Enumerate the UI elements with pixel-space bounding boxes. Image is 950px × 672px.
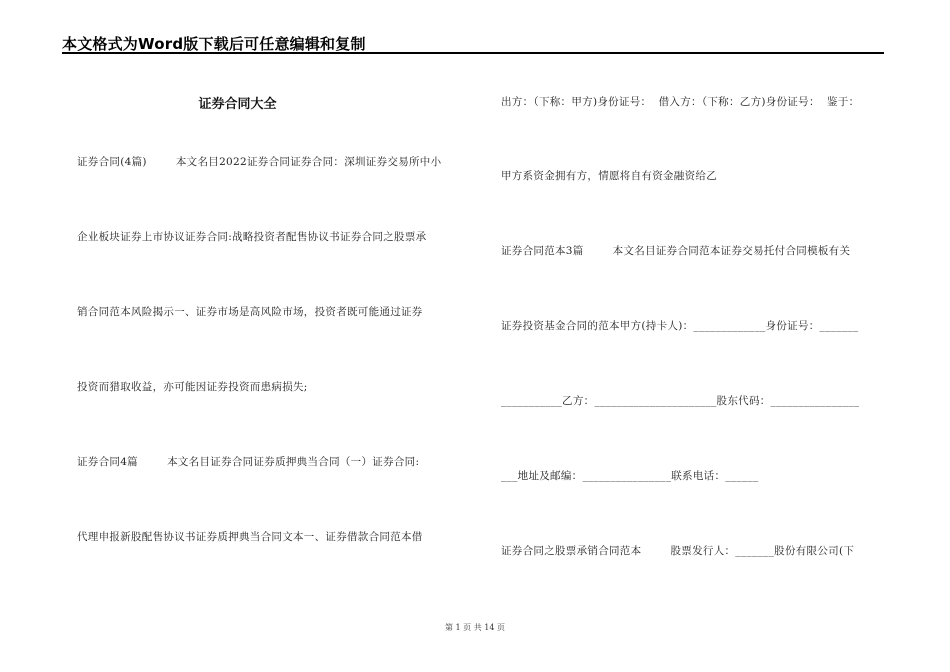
left-text-line: 证券合同4篇 本文名目证券合同证券质押典当合同（一）证券合同: <box>77 456 420 468</box>
left-text-line: 企业板块证券上市协议证券合同:战略投资者配售协议书证券合同之股票承 <box>77 231 427 243</box>
right-text-line: ___地址及邮编：________________联系电话：______ <box>501 470 759 482</box>
left-text-line: 销合同范本风险揭示一、证券市场是高风险市场，投资者既可能通过证券 <box>77 306 423 318</box>
document-header: 本文格式为Word版下载后可任意编辑和复制 <box>62 35 366 53</box>
left-text-line: 证券合同(4篇) 本文名目2022证券合同证券合同：深圳证券交易所中小 <box>77 156 442 168</box>
right-text-line: 证券合同之股票承销合同范本 股票发行人：_______股份有限公司(下 <box>501 545 855 557</box>
header-divider <box>62 52 884 54</box>
right-text-line: 出方：（下称：甲方)身份证号： 借入方：（下称：乙方)身份证号： 鉴于： <box>501 96 860 108</box>
left-text-line: 代理申报新股配售协议书证券质押典当合同文本一、证券借款合同范本借 <box>77 531 423 543</box>
right-text-line: 证券合同范本3篇 本文名目证券合同范本证券交易托付合同模板有关 <box>501 245 851 257</box>
left-text-line: 投资而猎取收益，亦可能因证券投资而患病损失; <box>77 381 308 393</box>
right-text-line: 甲方系资金拥有方，情愿将自有资金融资给乙 <box>501 170 717 182</box>
page-number: 第 1 页 共 14 页 <box>445 623 505 632</box>
right-text-line: 证券投资基金合同的范本甲方(持卡人)：_____________身份证号：_______ <box>501 320 859 332</box>
document-title: 证券合同大全 <box>198 97 277 112</box>
right-text-line: ___________乙方：______________________股东代码：________________ <box>501 395 860 407</box>
